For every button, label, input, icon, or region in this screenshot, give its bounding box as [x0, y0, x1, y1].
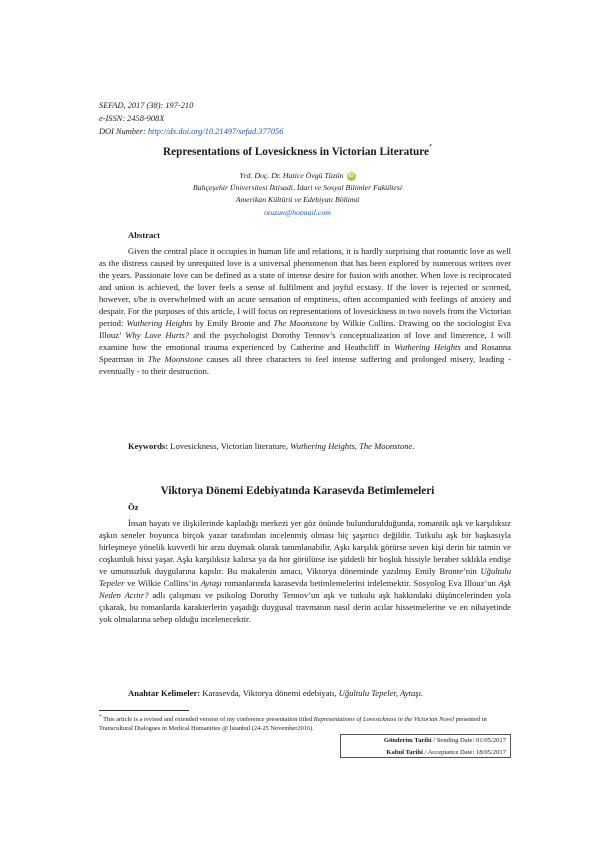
- oz-text: adlı çalışması ve psikolog Dorothy Tennov’un aşk ve tutkulu aşk hakkındaki düşüncelerinden yola çıkarak, bu romanlarda karakterlerin yaşadığı duygusal travmanın nasıl derin acılar hissetmelerine ve en nihayetinde yok olmalarına sebep olduğu incelenecektir.: [99, 590, 511, 624]
- abstract-keywords: [128, 441, 414, 451]
- doi-label: DOI Number:: [99, 127, 146, 136]
- author-affiliation: Bahçeşehir Üniversitesi İktisadi, İdari ve Sosyal Bilimler Fakültesi: [192, 183, 403, 193]
- oz-text: ve Wilkie Collins’in: [124, 578, 201, 588]
- oz-text: İnsan hayatı ve ilişkilerinde kapladığı merkezi yer göz önünde bulundurulduğunda, romantik aşk ve karşılıksız aşkın seneler boyunca birçok yazar tarafından incelenmiş olması hiç şaşırtıcı değildir. Tutkulu aşk bir başkasıyla birleşmeye yönelik kuvvetli bir arzu duymak olarak tanımlanabilir. Aşkı karşılık görürse seven kişi derin bir tatmin ve coşkunluk hissi yaşar. Aşkı karşılıksız kalırsa ya da hor görülürse ise şiddetli bir boşluk hissiyle beraber sıklıkla endişe ve umutsuzluk duygularına kapılır. Bu makalenin amacı, Viktorya döneminde yazılmış Emily Bronte’nin: [99, 518, 511, 576]
- journal-issn: e-ISSN: 2458-908X: [99, 114, 165, 123]
- sending-date-label: Gönderim Tarihi: [383, 737, 432, 744]
- author-name: Yrd. Doç. Dr. Hatice Övgü Tüzün: [239, 171, 344, 180]
- author-block: [0, 170, 595, 219]
- orcid-icon[interactable]: iD: [348, 172, 354, 179]
- journal-citation: SEFAD, 2017 (38): 197-210: [99, 101, 194, 110]
- oz-italic-title: Aytaşı: [200, 578, 222, 588]
- abstract-text: causes all three characters to feel intense suffering and prolonged misery, leading - eventually - to their destruction.: [99, 354, 511, 376]
- footnote-italic-title: Representations of Lovesickness in the Victorian Novel: [313, 716, 455, 724]
- anahtar-italic: Uğultulu Tepeler, Aytaşı.: [338, 688, 424, 698]
- anahtar-label: Anahtar Kelimeler:: [128, 688, 201, 698]
- abstract-italic-title: Wuthering Heights: [126, 318, 193, 328]
- doi-link[interactable]: http://dx.doi.org/10.21497/sefad.377056: [147, 127, 284, 136]
- abstract-paragraph: [99, 245, 511, 377]
- article-title: [0, 146, 595, 158]
- abstract-italic-title: Wuthering Heights: [394, 342, 461, 352]
- abstract-text: and Rosanna Spearman in: [99, 342, 511, 364]
- footnote-mark: *: [99, 714, 102, 720]
- oz-italic-title: Aşk Neden Acıtır?: [99, 578, 511, 600]
- doi-line: [99, 125, 283, 138]
- keywords-text: Lovesickness, Victorian literature,: [168, 441, 291, 451]
- acceptance-date: [345, 747, 506, 759]
- journal-header: [99, 99, 283, 138]
- oz-italic-title: Uğultulu Tepeler: [99, 566, 511, 588]
- abstract-text: Given the central place it occupies in human life and relations, it is hardly surprising that romantic love as well as the distress caused by unrequited love is a universal phenomenon that has been explored by numerous writers over the years. Passionate love can be defined as a state of intense desire for fusion with another. When love is reciprocated and union is achieved, the lover feels a sense of fulfilment and joyful ecstasy. If the lover is rejected or scorned, however, s/he is overwhelmed with an acute sensation of emptiness, often accompanied with feelings of anxiety and despair. For the purposes of this article, I will focus on representations of lovesickness in two novels from the Victorian period:: [99, 246, 511, 328]
- oz-heading: Öz: [128, 502, 139, 512]
- title-footnote-mark[interactable]: *: [428, 144, 432, 150]
- abstract-text: by Wilkie Collins. Drawing on the sociologist Eva Illouz’: [99, 318, 511, 340]
- abstract-heading: Abstract: [128, 230, 160, 240]
- sending-date-text: / Sending Date: 01/05/2017: [431, 737, 506, 744]
- keywords-label: Keywords:: [128, 441, 169, 451]
- title-text: Representations of Lovesickness in Victorian Literature: [163, 146, 429, 158]
- anahtar-text: Karasevda, Viktorya dönemi edebiyatı,: [200, 688, 339, 698]
- abstract-italic-title: Why Love Hurts?: [125, 330, 190, 340]
- turkish-title: Viktorya Dönemi Edebiyatında Karasevda Betimlemeleri: [160, 485, 435, 497]
- footnote-text: presented in Transcultural Dialogues in Medical Humanities @ İstanbul (24-25 November2016).: [99, 716, 487, 733]
- footnote-text: This article is a revised and extended version of my conference presentation titled: [101, 716, 314, 724]
- abstract-italic-title: The Moonstone: [147, 354, 203, 364]
- sending-date: [345, 735, 506, 747]
- dates-box: [340, 734, 511, 758]
- author-email[interactable]: otuzun@hotmail.com: [264, 207, 331, 217]
- abstract-text: by Emily Bronte and: [192, 318, 274, 328]
- oz-keywords: [128, 688, 423, 698]
- abstract-text: and the psychologist Dorothy Tennov’s conceptualization of love and limerence, I will examine how the emotional trauma experienced by Catherine and Heathcliff in: [99, 330, 511, 352]
- oz-paragraph: [99, 517, 511, 625]
- acceptance-date-label: Kabul Tarihi: [386, 748, 423, 756]
- oz-text: romanlarında karasevda betimlemelerini irdelemektir. Sosyolog Eva Illouz’un: [221, 578, 499, 588]
- acceptance-date-text: / Acceptance Date: 18/05/2017: [422, 748, 506, 756]
- footnote: [99, 713, 511, 733]
- author-department: Amerikan Kültürü ve Edebiyatı Bölümü: [235, 195, 360, 205]
- keywords-italic: Wuthering Heights, The Moonstone.: [290, 441, 415, 451]
- footnote-divider: [99, 710, 189, 711]
- abstract-italic-title: The Moonstone: [273, 318, 328, 328]
- author-line: [0, 170, 595, 182]
